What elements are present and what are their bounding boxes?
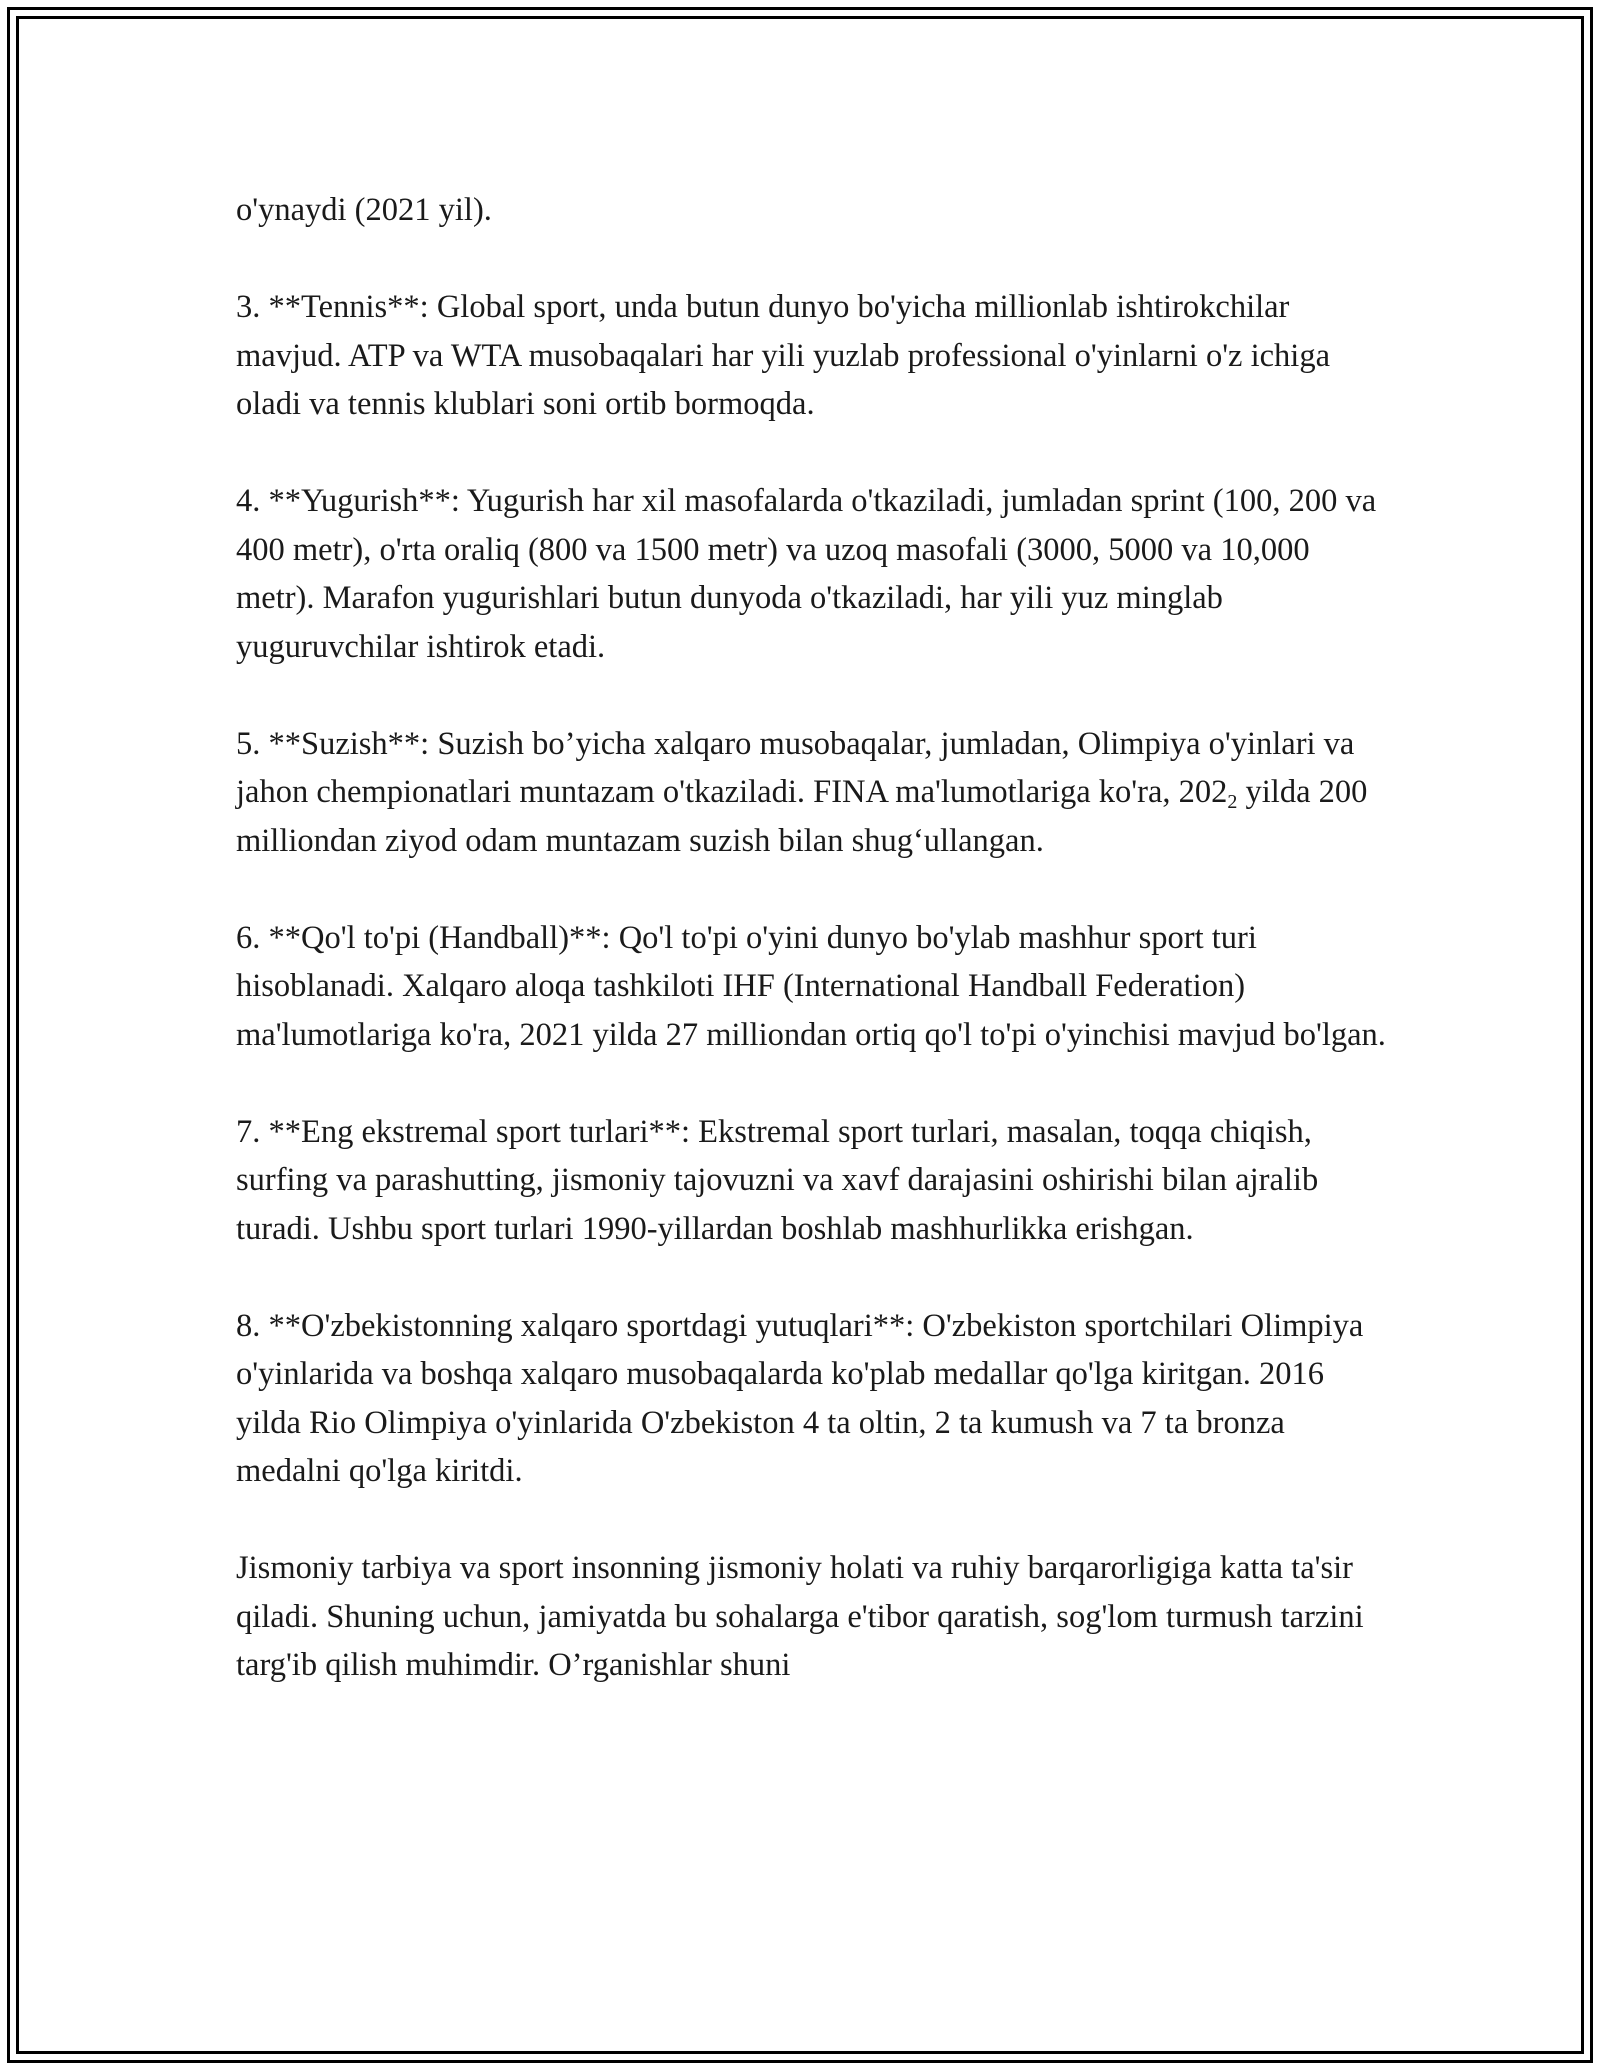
paragraph-swimming-text-before: 5. **Suzish**: Suzish bo’yicha xalqaro musobaqalar, jumladan, Olimpiya o'yinlari va jahon chempionatlari muntazam o'tkaziladi. FINA ma'lumotlariga ko'ra, 202 <box>236 725 1355 810</box>
paragraph-tennis: 3. **Tennis**: Global sport, unda butun dunyo bo'yicha millionlab ishtirokchilar mavjud. ATP va WTA musobaqalari har yili yuzlab professional o'yinlarni o'z ichiga oladi va tennis klublari soni ortib bormoqda. <box>236 289 1331 422</box>
paragraph-running: 4. **Yugurish**: Yugurish har xil masofalarda o'tkaziladi, jumladan sprint (100, 200 va 400 metr), o'rta oraliq (800 va 1500 metr) va uzoq masofali (3000, 5000 va 10,000 metr). Marafon yugurishlari butun dunyoda o'tkaziladi, har yili yuz minglab yuguruvchilar ishtirok etadi. <box>236 483 1377 665</box>
paragraph-swimming-text-after: yilda 200 milliondan ziyod odam muntazam suzish bilan shug‘ullangan. <box>236 774 1368 859</box>
paragraph-extreme-sports: 7. **Eng ekstremal sport turlari**: Ekstremal sport turlari, masalan, toqqa chiqish, surfing va parashutting, jismoniy tajovuzni va xavf darajasini oshirishi bilan ajralib turadi. Ushbu sport turlari 1990-yillardan boshlab mashhurlikka erishgan. <box>236 1113 1319 1247</box>
paragraph-continuation: o'ynaydi (2021 yil). <box>236 192 492 228</box>
paragraph-swimming <box>236 720 1386 866</box>
paragraph-uzbekistan-achievements: 8. **O'zbekistonning xalqaro sportdagi yutuqlari**: O'zbekiston sportchilari Olimpiya o'yinlarida va boshqa xalqaro musobaqalarda ko'plab medallar qo'lga kiritgan. 2016 yilda Rio Olimpiya o'yinlarida O'zbekiston 4 ta oltin, 2 ta kumush va 7 ta bronza medalni qo'lga kiritdi. <box>236 1307 1364 1489</box>
paragraph-conclusion: Jismoniy tarbiya va sport insonning jismoniy holati va ruhiy barqarorligiga katta ta'sir qiladi. Shuning uchun, jamiyatda bu sohalarga e'tibor qaratish, sog'lom turmush tarzini targ'ib qilish muhimdir. O’rganishlar shuni <box>236 1550 1364 1683</box>
paragraph-swimming-subscript: 2 <box>1227 791 1238 813</box>
paragraph-handball: 6. **Qo'l to'pi (Handball)**: Qo'l to'pi o'yini dunyo bo'ylab mashhur sport turi hisoblanadi. Xalqaro aloqa tashkiloti IHF (International Handball Federation) ma'lumotlariga ko'ra, 2021 yilda 27 milliondan ortiq qo'l to'pi o'yinchisi mavjud bo'lgan. <box>236 919 1386 1053</box>
document-body <box>236 186 1386 1690</box>
